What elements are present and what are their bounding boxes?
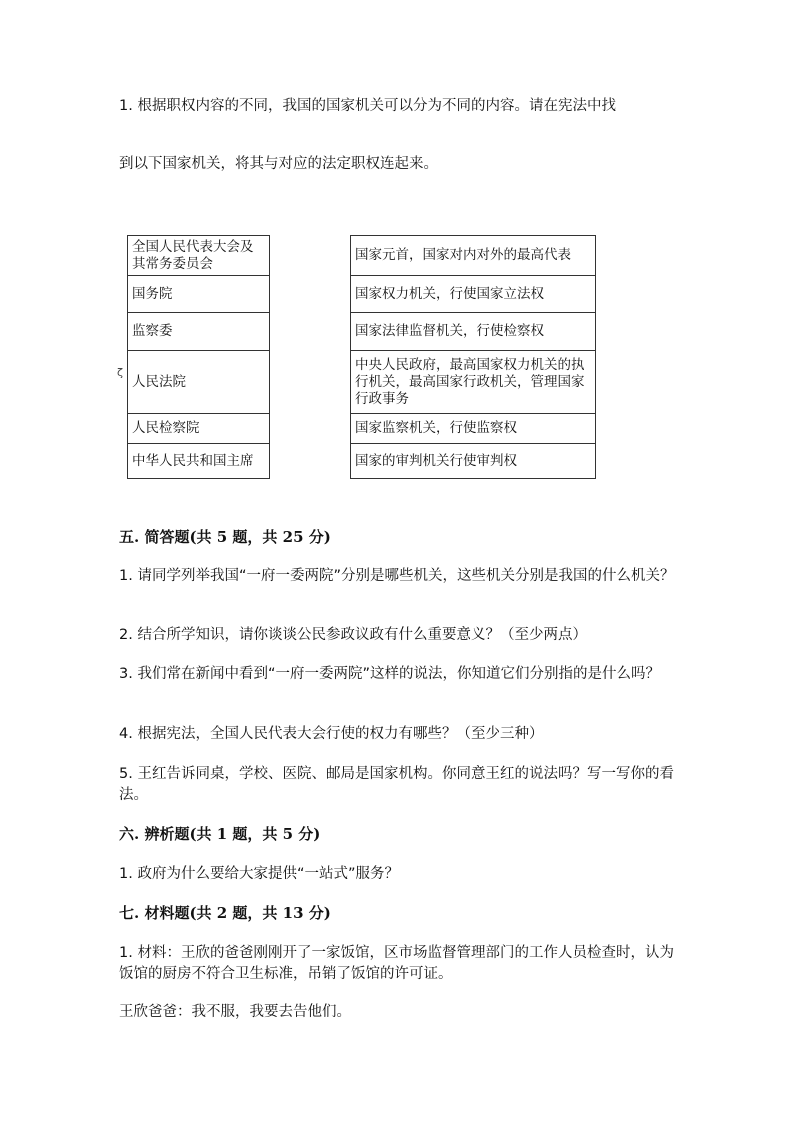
left-cell-procuratorate: 人民检察院	[128, 414, 270, 444]
section5-q1: 1. 请同学列举我国“一府一委两院”分别是哪些机关，这些机关分别是我国的什么机关？	[119, 568, 675, 584]
left-cell-president: 中华人民共和国主席	[128, 444, 270, 479]
right-cell-procuratorial: 国家法律监督机关，行使检察权	[351, 313, 596, 351]
section5-q3: 3. 我们常在新闻中看到“一府一委两院”这样的说法，你知道它们分别指的是什么吗？	[119, 666, 660, 682]
right-power-table	[350, 235, 596, 479]
right-cell-supervisory: 国家监察机关，行使监察权	[351, 414, 596, 444]
stray-mark: ζ	[117, 366, 123, 379]
section6-q1: 1. 政府为什么要给大家提供“一站式”服务？	[119, 866, 399, 882]
section7-heading: 七. 材料题(共 2 题，共 13 分)	[119, 904, 331, 922]
section5-heading: 五. 简答题(共 5 题，共 25 分)	[119, 528, 331, 546]
section5-q2: 2. 结合所学知识，请你谈谈公民参政议政有什么重要意义？（至少两点）	[119, 627, 587, 643]
right-cell-judicial: 国家的审判机关行使审判权	[351, 444, 596, 479]
left-cell-npc: 全国人民代表大会及其常务委员会	[128, 236, 270, 276]
section5-q5: 5. 王红告诉同桌，学校、医院、邮局是国家机构。你同意王红的说法吗？写一写你的看法。	[119, 766, 674, 803]
section6-heading: 六. 辨析题(共 1 题，共 5 分)	[119, 825, 321, 843]
left-cell-court: 人民法院	[128, 351, 270, 414]
right-cell-head-of-state: 国家元首，国家对内对外的最高代表	[351, 236, 596, 276]
section5-q4: 4. 根据宪法，全国人民代表大会行使的权力有哪些？（至少三种）	[119, 726, 544, 742]
left-organ-table	[127, 235, 270, 479]
question-intro-line1: 1. 根据职权内容的不同，我国的国家机关可以分为不同的内容。请在宪法中找	[119, 98, 616, 114]
left-cell-state-council: 国务院	[128, 276, 270, 313]
right-cell-legislative: 国家权力机关，行使国家立法权	[351, 276, 596, 313]
section7-q1: 1. 材料：王欣的爸爸刚刚开了一家饭馆，区市场监督管理部门的工作人员检查时，认为饭馆的厨房不符合卫生标准，吊销了饭馆的许可证。	[119, 945, 674, 982]
section7-q1-quote: 王欣爸爸：我不服，我要去告他们。	[119, 1004, 351, 1020]
right-cell-administrative: 中央人民政府，最高国家权力机关的执行机关，最高国家行政机关，管理国家行政事务	[351, 351, 596, 414]
question-intro-line2: 到以下国家机关，将其与对应的法定职权连起来。	[119, 156, 438, 172]
left-cell-supervision: 监察委	[128, 313, 270, 351]
